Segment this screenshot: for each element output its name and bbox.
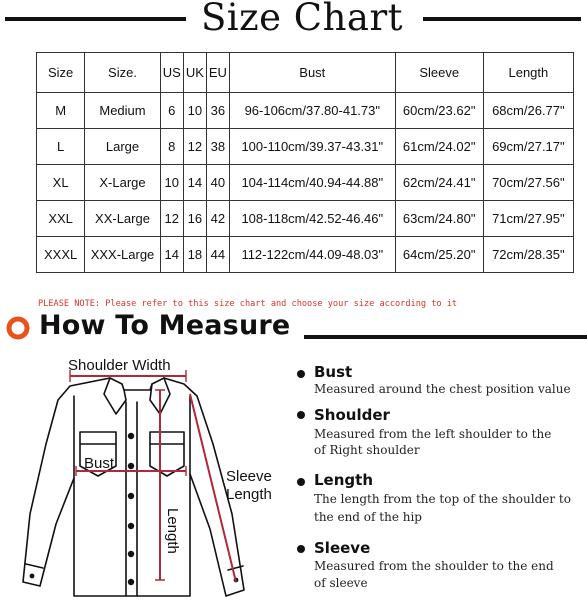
how-to-measure-header (4, 308, 587, 354)
table-cell: 36 (206, 93, 229, 129)
table-cell: XXX-Large (85, 237, 161, 273)
measure-desc-shoulder-2: of Right shoulder (314, 443, 420, 457)
measure-title-sleeve: Sleeve (314, 539, 371, 557)
column-header: Length (483, 53, 573, 93)
table-header-row (37, 53, 574, 93)
shirt-outline (23, 378, 244, 596)
cuff-left (26, 564, 43, 568)
table-cell: 6 (160, 93, 183, 129)
table-cell: 42 (206, 201, 229, 237)
bullet-icon (297, 545, 305, 553)
table-cell: 18 (183, 237, 206, 273)
table-cell: Large (85, 129, 161, 165)
column-header: Bust (229, 53, 395, 93)
table-row (37, 129, 574, 165)
table-cell: 12 (183, 129, 206, 165)
measure-desc-sleeve-1: Measured from the shoulder to the end (314, 559, 554, 573)
table-row (37, 93, 574, 129)
table-cell: XXXL (37, 237, 85, 273)
measure-desc-sleeve-2: of sleeve (314, 576, 368, 590)
column-header: EU (206, 53, 229, 93)
measure-desc-shoulder-1: Measured from the left shoulder to the (314, 427, 552, 441)
howto-rule (304, 335, 587, 339)
table-cell: 69cm/27.17" (483, 129, 573, 165)
bust-label: Bust (84, 455, 115, 472)
size-note: PLEASE NOTE: Please refer to this size chart and choose your size according to it (38, 299, 458, 309)
measure-title-length: Length (314, 471, 373, 489)
pocket-right (150, 432, 184, 476)
table-cell: 14 (160, 237, 183, 273)
table-cell: XL (37, 165, 85, 201)
how-to-measure-title: How To Measure (39, 310, 291, 341)
table-cell: 44 (206, 237, 229, 273)
page-title: Size Chart (200, 0, 404, 39)
bullet-icon (297, 478, 305, 486)
table-cell: 14 (183, 165, 206, 201)
column-header: Sleeve (395, 53, 483, 93)
table-cell: 60cm/23.62" (395, 93, 483, 129)
table-cell: 16 (183, 201, 206, 237)
table-cell: Medium (85, 93, 161, 129)
table-cell: 8 (160, 129, 183, 165)
column-header: Size (37, 53, 85, 93)
table-row (37, 237, 574, 273)
table-cell: 96-106cm/37.80-41.73" (229, 93, 395, 129)
measure-title-bust: Bust (314, 363, 353, 381)
table-cell: 112-122cm/44.09-48.03" (229, 237, 395, 273)
table-cell: 100-110cm/39.37-43.31" (229, 129, 395, 165)
table-cell: X-Large (85, 165, 161, 201)
table-row (37, 165, 574, 201)
table-cell: 72cm/28.35" (483, 237, 573, 273)
measure-title-shoulder: Shoulder (314, 406, 390, 424)
table-cell: 68cm/26.77" (483, 93, 573, 129)
title-rule-left (5, 17, 186, 21)
table-cell: 64cm/25.20" (395, 237, 483, 273)
table-cell: XXL (37, 201, 85, 237)
table-cell: 104-114cm/40.94-44.88" (229, 165, 395, 201)
table-cell: 108-118cm/42.52-46.46" (229, 201, 395, 237)
table-row (37, 201, 574, 237)
table-cell: 61cm/24.02" (395, 129, 483, 165)
column-header: UK (183, 53, 206, 93)
table-cell: L (37, 129, 85, 165)
table-cell: 63cm/24.80" (395, 201, 483, 237)
measure-desc-length-2: the end of the hip (314, 510, 422, 524)
table-cell: 40 (206, 165, 229, 201)
size-table (36, 52, 574, 273)
bullet-icon (297, 411, 305, 419)
size-chart-header (0, 0, 587, 42)
title-rule-right (423, 17, 581, 21)
sleeve-length-label-2: Length (226, 486, 272, 503)
table-cell: 62cm/24.41" (395, 165, 483, 201)
table-cell: XX-Large (85, 201, 161, 237)
ring-bullet-icon (6, 316, 30, 340)
measure-desc-bust: Measured around the chest position value (314, 382, 571, 396)
table-cell: 38 (206, 129, 229, 165)
table-cell: 12 (160, 201, 183, 237)
table-cell: M (37, 93, 85, 129)
table-cell: 10 (183, 93, 206, 129)
table-cell: 70cm/27.56" (483, 165, 573, 201)
sleeve-length-label-1: Sleeve (226, 468, 272, 485)
column-header: Size. (85, 53, 161, 93)
length-label: Length (164, 508, 181, 554)
measure-desc-length-1: The length from the top of the shoulder to (314, 492, 571, 506)
column-header: US (160, 53, 183, 93)
shoulder-width-label: Shoulder Width (68, 357, 171, 374)
table-cell: 71cm/27.95" (483, 201, 573, 237)
bullet-icon (297, 370, 305, 378)
table-cell: 10 (160, 165, 183, 201)
